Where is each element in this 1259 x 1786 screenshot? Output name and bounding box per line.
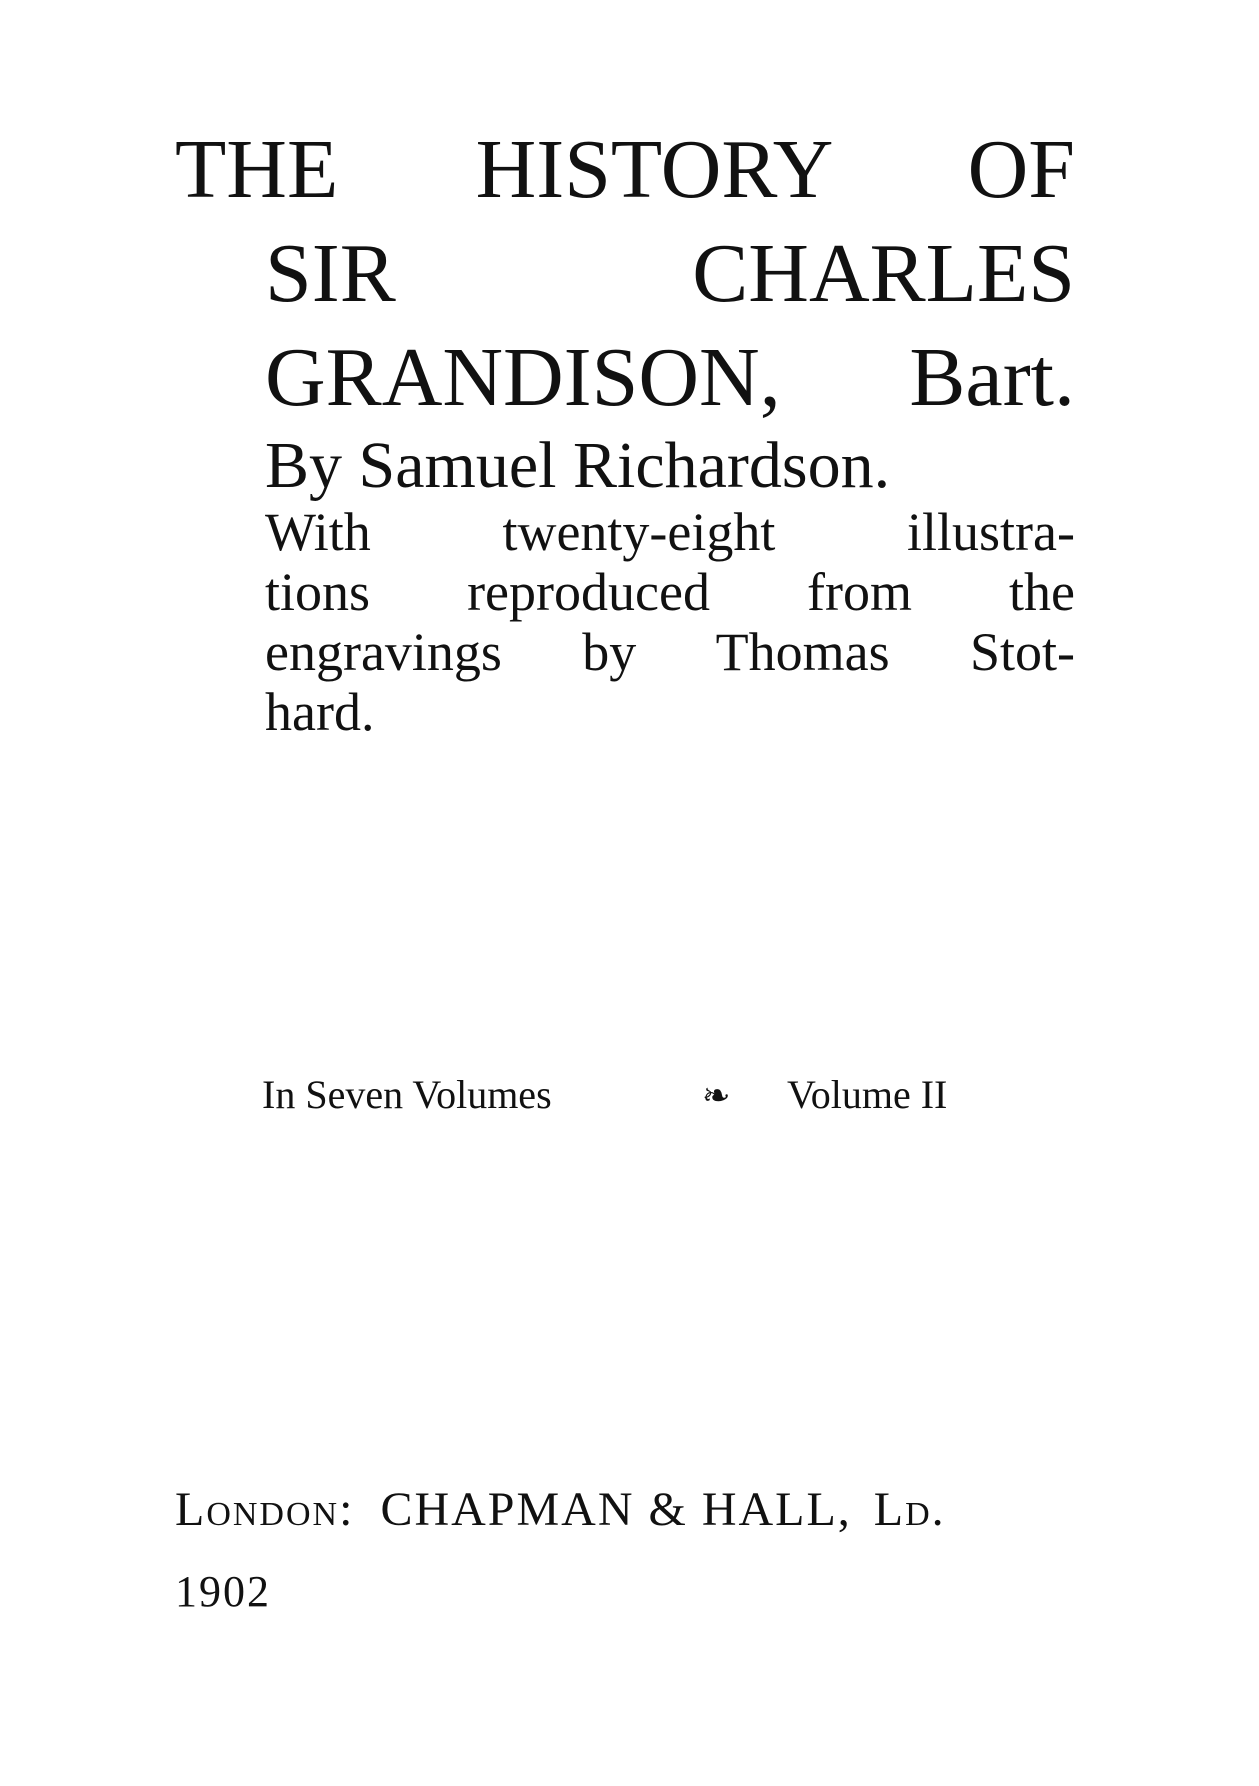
title-block: [175, 118, 1075, 742]
book-title-line-2: SIR CHARLES: [265, 227, 1075, 320]
volume-label: Volume II: [787, 1072, 948, 1117]
subtitle: [265, 502, 1075, 742]
book-title-line-1: THE HISTORY OF: [175, 123, 1075, 216]
imprint-publisher: CHAPMAN & HALL,: [380, 1483, 852, 1536]
author-line: By Samuel Richardson.: [265, 429, 891, 502]
subtitle-line-3: engravings by Thomas Stot-: [265, 622, 1075, 682]
leaf-ornament: ❧: [702, 1078, 731, 1115]
imprint-city: London:: [175, 1483, 355, 1536]
subtitle-line-1: With twenty-eight illustra-: [265, 502, 1075, 562]
book-title-line-3: GRANDISON, Bart.: [265, 331, 1075, 424]
imprint: [175, 1480, 1075, 1540]
series-label: In Seven Volumes: [262, 1072, 552, 1117]
subtitle-line-2: tions reproduced from the: [265, 562, 1075, 622]
imprint-ltd: Ld.: [873, 1483, 946, 1536]
subtitle-line-4: hard.: [265, 682, 375, 742]
publication-year: 1902: [175, 1567, 271, 1616]
